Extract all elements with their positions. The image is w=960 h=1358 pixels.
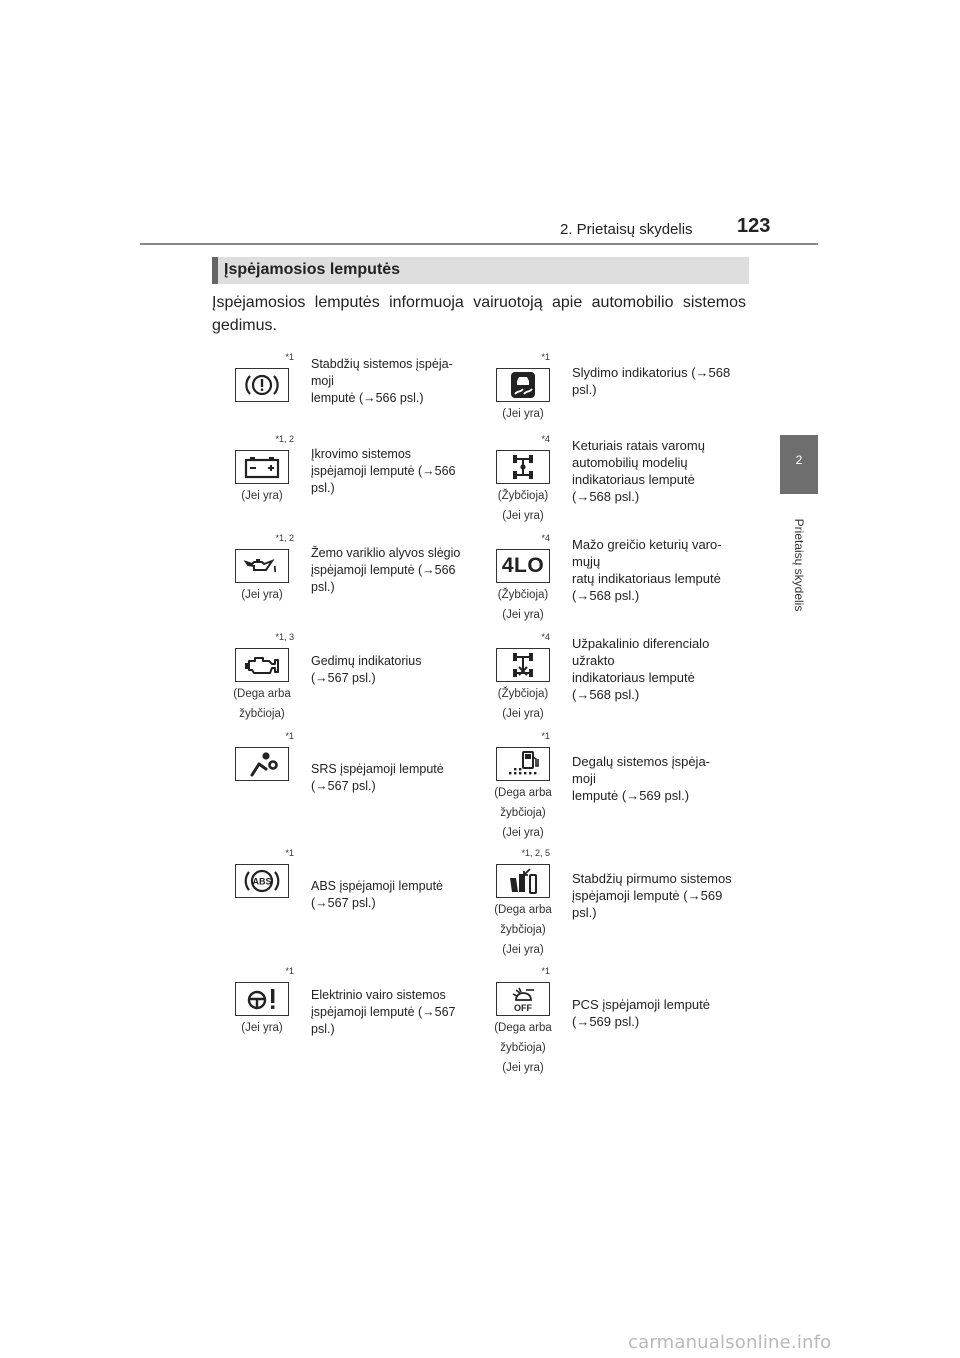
- desc-line: įspėjamoji lemputė (→566: [311, 563, 456, 577]
- sub-line: (Žybčioja): [497, 589, 549, 601]
- sub-line: (Jei yra): [502, 944, 544, 956]
- footnote-ref: *1, 2: [275, 533, 294, 543]
- sub-line: žybčioja): [239, 708, 285, 720]
- right-item-2-availability: [490, 585, 556, 625]
- left-item-4-description: [311, 761, 471, 795]
- sub-line: (Jei yra): [241, 490, 283, 502]
- desc-line: įspėjamoji lemputė (→569: [572, 888, 723, 903]
- right-item-6-description: [572, 996, 743, 1030]
- left-item-5: [230, 848, 470, 964]
- pcs-off-icon: [496, 982, 550, 1016]
- battery-icon: [235, 450, 289, 484]
- right-item-6: [490, 966, 743, 1082]
- steering-warning-icon: [235, 982, 289, 1016]
- footnote-ref: *1, 2, 5: [521, 848, 550, 858]
- page-number: 123: [737, 215, 771, 237]
- footnote-ref: *1: [285, 848, 294, 858]
- sub-line: (Dega arba: [494, 787, 552, 799]
- desc-line: Elektrinio vairo sistemos: [311, 988, 446, 1002]
- desc-line: indikatoriaus lemputė: [572, 670, 695, 685]
- right-item-4-availability: [487, 783, 559, 843]
- sub-line: (Dega arba: [494, 1022, 552, 1034]
- chapter-label: Prietaisų skydelis: [792, 518, 806, 612]
- right-item-4: [490, 731, 743, 847]
- left-item-6-description: [311, 987, 481, 1038]
- desc-line: automobilių modelių: [572, 455, 688, 470]
- footnote-ref: *1: [541, 966, 550, 976]
- right-item-0-availability: [496, 404, 550, 424]
- right-item-4-description: [572, 753, 743, 804]
- left-item-1-description: [311, 446, 481, 497]
- footnote-ref: *1: [285, 966, 294, 976]
- fuel-system-icon: [496, 747, 550, 781]
- right-item-1-availability: [490, 486, 556, 526]
- section-heading: Įspėjamosios lemputės: [224, 261, 401, 278]
- desc-line: Slydimo indikatorius (→568: [572, 365, 731, 380]
- desc-line: Įkrovimo sistemos: [311, 447, 412, 461]
- footnote-ref: *1: [285, 352, 294, 362]
- footnote-ref: *1: [541, 352, 550, 362]
- desc-line: moji: [311, 374, 334, 388]
- right-item-6-availability: [487, 1018, 559, 1078]
- desc-line: (→568 psl.): [572, 687, 640, 702]
- desc-line: (→568 psl.): [572, 588, 640, 603]
- left-item-2-description: [311, 545, 481, 596]
- desc-line: (→569 psl.): [572, 1014, 640, 1029]
- right-item-5-description: [572, 870, 743, 921]
- sub-line: (Jei yra): [502, 827, 544, 839]
- running-header-title: 2. Prietaisų skydelis: [560, 221, 693, 238]
- desc-line: (→568 psl.): [572, 489, 640, 504]
- right-item-1-description: [572, 437, 743, 505]
- right-item-2-description: [572, 536, 743, 604]
- sub-line: (Jei yra): [241, 1022, 283, 1034]
- slip-indicator-icon: [496, 368, 550, 402]
- desc-line: psl.): [572, 905, 597, 920]
- desc-line: Stabdžių pirmumo sistemos: [572, 871, 732, 886]
- desc-line: Mažo greičio keturių varo-: [572, 537, 722, 552]
- sub-line: (Jei yra): [241, 589, 283, 601]
- desc-line: Stabdžių sistemos įspėja-: [311, 357, 453, 371]
- desc-line: Degalų sistemos įspėja-: [572, 754, 711, 769]
- sub-line: (Jei yra): [502, 510, 544, 522]
- pcs-off-label: OFF: [514, 1002, 532, 1013]
- footnote-ref: *4: [541, 434, 550, 444]
- oil-can-icon: [235, 549, 289, 583]
- right-item-5-availability: [487, 900, 559, 960]
- sub-line: (Žybčioja): [497, 688, 549, 700]
- four-lo-label: 4LO: [501, 554, 545, 577]
- desc-line: PCS įspėjamoji lemputė: [572, 997, 711, 1012]
- desc-line: Gedimų indikatorius: [311, 654, 422, 668]
- desc-line: lemputė (→569 psl.): [572, 788, 690, 803]
- desc-line: psl.): [572, 382, 597, 397]
- section-heading-bar: [212, 257, 749, 284]
- footnote-ref: *1, 2: [275, 434, 294, 444]
- desc-line: psl.): [311, 580, 335, 594]
- right-item-5: [490, 848, 743, 964]
- sub-line: žybčioja): [500, 807, 546, 819]
- desc-line: (→567 psl.): [311, 779, 376, 793]
- desc-line: SRS įspėjamoji lemputė: [311, 762, 444, 776]
- desc-line: lemputė (→566 psl.): [311, 391, 424, 405]
- four-wheel-drive-icon: [496, 450, 550, 484]
- desc-line: ratų indikatoriaus lemputė: [572, 571, 721, 586]
- left-item-6: [230, 966, 470, 1082]
- desc-line: Keturiais ratais varomų: [572, 438, 705, 453]
- right-item-0-description: [572, 364, 743, 398]
- desc-line: indikatoriaus lemputė: [572, 472, 695, 487]
- chapter-number: 2: [795, 453, 803, 467]
- footnote-ref: *1: [541, 731, 550, 741]
- footnote-ref: *1: [285, 731, 294, 741]
- engine-icon: [235, 648, 289, 682]
- left-item-4: [230, 731, 470, 847]
- sub-line: žybčioja): [500, 924, 546, 936]
- header-rule: [140, 243, 818, 245]
- desc-line: (→567 psl.): [311, 896, 376, 910]
- footnote-ref: *4: [541, 632, 550, 642]
- abs-icon: [235, 864, 289, 898]
- desc-line: Užpakalinio diferencialo: [572, 636, 710, 651]
- desc-line: užrakto: [572, 653, 615, 668]
- sub-line: (Dega arba: [233, 688, 291, 700]
- desc-line: moji: [572, 771, 596, 786]
- desc-line: psl.): [311, 481, 335, 495]
- intro-paragraph: Įspėjamosios lemputės informuoja vairuotoją apie automobilio sistemos gedimus.: [212, 294, 746, 334]
- sub-line: (Jei yra): [502, 609, 544, 621]
- left-item-6-availability: [235, 1018, 289, 1038]
- sub-line: (Jei yra): [502, 408, 544, 420]
- desc-line: mųjų: [572, 554, 601, 569]
- diff-lock-icon: [496, 648, 550, 682]
- four-lo-icon: [496, 549, 550, 583]
- footnote-ref: *4: [541, 533, 550, 543]
- sub-line: (Žybčioja): [497, 490, 549, 502]
- airbag-icon: [235, 747, 289, 781]
- right-item-3-availability: [490, 684, 556, 724]
- left-item-1-availability: [235, 486, 289, 506]
- watermark: carmanualsonline.info: [628, 1332, 832, 1353]
- left-item-0-description: [311, 356, 471, 407]
- footnote-ref: *1, 3: [275, 632, 294, 642]
- left-item-3-availability: [230, 684, 294, 724]
- left-item-2-availability: [235, 585, 289, 605]
- right-item-3-description: [572, 635, 743, 703]
- desc-line: ABS įspėjamoji lemputė: [311, 879, 444, 893]
- svg-text:ABS: ABS: [252, 876, 272, 887]
- desc-line: įspėjamoji lemputė (→566: [311, 464, 456, 478]
- desc-line: Žemo variklio alyvos slėgio: [311, 546, 461, 560]
- left-item-3-description: [311, 653, 471, 687]
- brake-warning-icon: [235, 368, 289, 402]
- sub-line: žybčioja): [500, 1042, 546, 1054]
- sub-line: (Dega arba: [494, 904, 552, 916]
- brake-override-icon: [496, 864, 550, 898]
- desc-line: psl.): [311, 1022, 335, 1036]
- sub-line: (Jei yra): [502, 1062, 544, 1074]
- desc-line: (→567 psl.): [311, 671, 376, 685]
- chapter-tab: [780, 435, 818, 494]
- desc-line: įspėjamoji lemputė (→567: [311, 1005, 456, 1019]
- left-item-5-description: [311, 878, 471, 912]
- section-heading-marker: [212, 257, 218, 284]
- sub-line: (Jei yra): [502, 708, 544, 720]
